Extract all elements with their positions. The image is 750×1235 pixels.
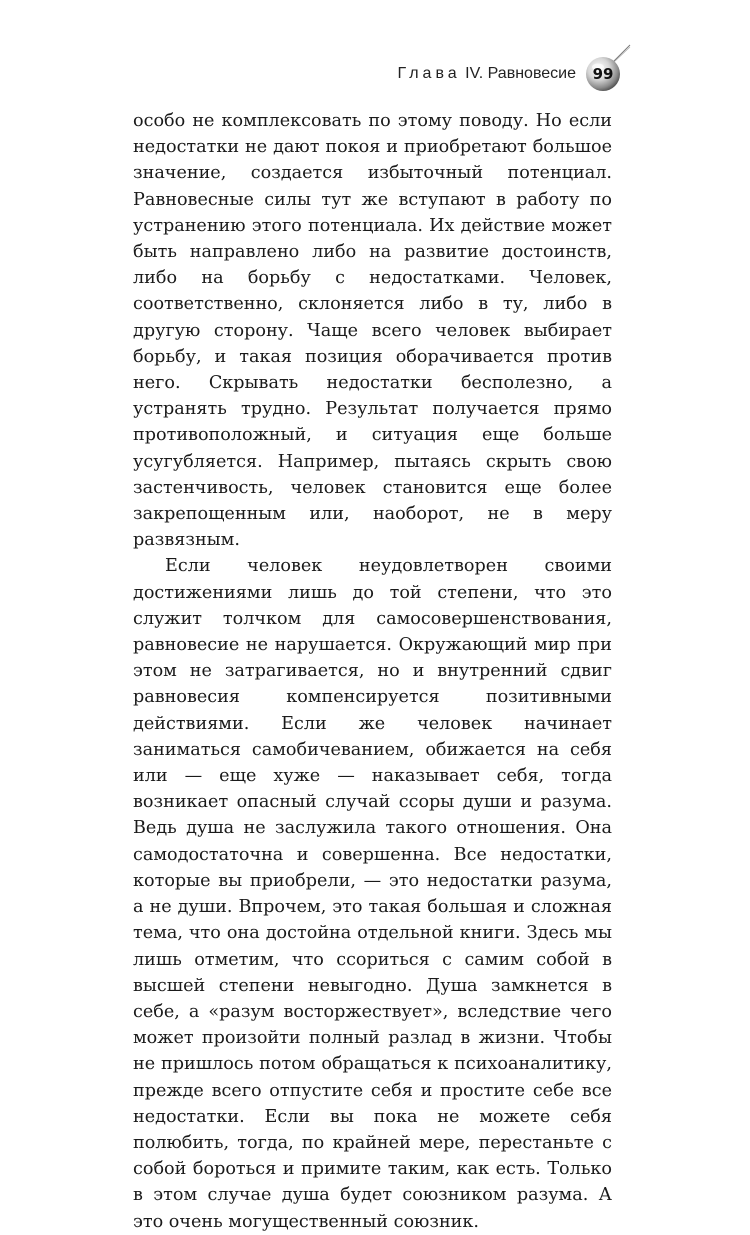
page-number: 99 [592, 65, 614, 83]
paragraph: особо не комплексовать по этому поводу. Но если недостатки не дают покоя и приобретают большое значение, создается избыточный потенциал. Равновесные силы тут же вступают в работу по устранению этого потенциала. Их действие может быть направлено либо на развитие достоинств, либо на борьбу с недостатками. Человек, соответственно, склоняется либо в ту, либо в другую сторону. Чаще всего человек выбирает борьбу, и такая позиция оборачивается против него. Скрывать недостатки бесполезно, а устранять трудно. Результат получается прямо противоположный, и ситуация еще больше усугубляется. Например, пытаясь скрыть свою застенчивость, человек становится еще более закрепощенным или, наоборот, не в меру развязным. [133, 111, 612, 551]
chapter-title: IV. Равновесие [465, 65, 576, 82]
body-text [133, 108, 612, 1235]
chapter-label: Глава [397, 65, 461, 82]
running-header [397, 58, 620, 90]
paragraph: Если человек неудовлетворен своими достижениями лишь до той степени, что это служит толчком для самосовершенствования, равновесие не нарушается. Окружающий мир при этом не затрагивается, но и внутренний сдвиг равновесия компенсируется позитивными действиями. Если же человек начинает заниматься самобичеванием, обижается на себя или — еще хуже — наказывает себя, тогда возникает опасный случай ссоры души и разума. Ведь душа не заслужила такого отношения. Она самодостаточна и совершенна. Все недостатки, которые вы приобрели, — это недостатки разума, а не души. Впрочем, это такая большая и сложная тема, что она достойна отдельной книги. Здесь мы лишь отметим, что ссориться с самим собой в высшей степени невыгодно. Душа замкнется в себе, а «разум восторжествует», вследствие чего может произойти полный разлад в жизни. Чтобы не пришлось потом обращаться к психоаналитику, прежде всего отпустите себя и простите себе все недостатки. Если вы пока не можете себя полюбить, тогда, по крайней мере, перестаньте с собой бороться и примите таким, как есть. Только в этом случае душа будет союзником разума. А это очень могущественный союзник. [133, 556, 612, 1232]
page-number-badge [586, 57, 620, 91]
running-head-text [397, 65, 576, 83]
